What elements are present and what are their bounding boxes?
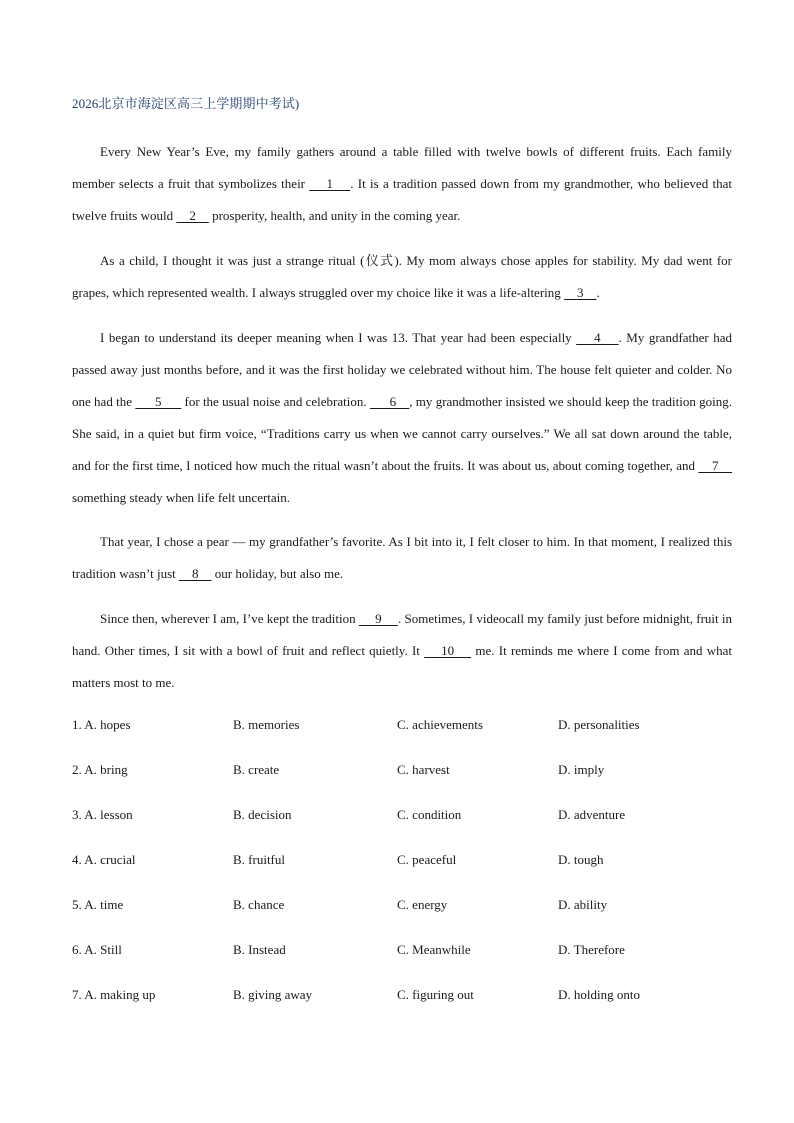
option-b[interactable]: B. create [233, 762, 280, 777]
option-c[interactable]: C. Meanwhile [397, 942, 471, 957]
passage-text: for the usual noise and celebration. [181, 394, 370, 409]
answer-blank: 6 [369, 394, 410, 409]
option-b[interactable]: B. decision [233, 807, 292, 822]
question-row-3 [72, 800, 732, 845]
question-row-5 [72, 890, 732, 935]
answer-blank: 2 [176, 208, 209, 223]
option-c[interactable]: C. figuring out [397, 987, 474, 1002]
option-d[interactable]: D. tough [558, 852, 604, 867]
answer-blank: 3 [564, 285, 597, 300]
passage-text: That year, I chose a pear — my grandfather’s favorite. As I bit into it, I felt closer to him. In that moment, I realized this tradition wasn’t just [72, 534, 732, 581]
option-d[interactable]: D. personalities [558, 717, 640, 732]
option-c[interactable]: C. harvest [397, 762, 450, 777]
option-b[interactable]: B. fruitful [233, 852, 285, 867]
passage-text: . Sometimes, I videocall my family just before midnight, fruit in hand. Other times, I sit with a bowl of fruit and reflect quietly. It [72, 611, 733, 658]
option-a[interactable]: 5. A. time [72, 897, 124, 912]
answer-blank: 10 [424, 643, 472, 658]
answer-blank: 4 [576, 330, 619, 345]
passage-text: Since then, wherever I am, I’ve kept the tradition [100, 611, 359, 626]
option-b[interactable]: B. giving away [233, 987, 313, 1002]
passage-paragraph-3 [72, 322, 732, 514]
option-a[interactable]: 3. A. lesson [72, 807, 133, 822]
option-b[interactable]: B. memories [233, 717, 300, 732]
option-d[interactable]: D. adventure [558, 807, 626, 822]
passage-paragraph-2 [72, 245, 732, 309]
passage-text: . My grandfather had passed away just months before, and it was the first holiday we celebrated without him. The house felt quieter and colder. No one had the [72, 330, 733, 409]
option-d[interactable]: D. imply [558, 762, 605, 777]
passage-text: . [596, 285, 600, 300]
option-a[interactable]: 4. A. crucial [72, 852, 136, 867]
option-c[interactable]: C. energy [397, 897, 448, 912]
passage-text: me. It reminds me where I come from and what matters most to me. [72, 643, 733, 690]
option-d[interactable]: D. holding onto [558, 987, 640, 1002]
question-row-2 [72, 755, 732, 800]
answer-blank: 8 [179, 566, 212, 581]
option-b[interactable]: B. chance [233, 897, 285, 912]
option-a[interactable]: 2. A. bring [72, 762, 128, 777]
answer-blank: 5 [135, 394, 182, 409]
option-d[interactable]: D. ability [558, 897, 608, 912]
option-b[interactable]: B. Instead [233, 942, 286, 957]
exam-title: 2026北京市海淀区高三上学期期中考试) [72, 96, 300, 111]
passage-paragraph-5 [72, 603, 732, 699]
option-c[interactable]: C. achievements [397, 717, 483, 732]
passage-text: prosperity, health, and unity in the coming year. [208, 208, 461, 223]
question-row-6 [72, 935, 732, 980]
option-d[interactable]: D. Therefore [558, 942, 625, 957]
option-a[interactable]: 7. A. making up [72, 987, 156, 1002]
question-row-7 [72, 980, 732, 1025]
answer-blank: 7 [698, 458, 733, 473]
passage-paragraph-4 [72, 526, 732, 590]
answer-blank: 1 [309, 176, 351, 191]
answer-blank: 9 [358, 611, 398, 626]
answer-options [72, 710, 732, 1025]
passage-text: Every New Year’s Eve, my family gathers around a table filled with twelve bowls of different fruits. Each family member selects a fruit that symbolizes their [72, 144, 732, 191]
option-c[interactable]: C. condition [397, 807, 462, 822]
question-row-1 [72, 710, 732, 755]
passage-paragraph-1 [72, 136, 732, 232]
option-a[interactable]: 1. A. hopes [72, 717, 131, 732]
passage-text: I began to understand its deeper meaning when I was 13. That year had been especially [100, 330, 577, 345]
passage-text: As a child, I thought it was just a strange ritual (仪式). My mom always chose apples for stability. My dad went for grapes, which represented wealth. I always struggled over my choice like it was a life-altering [72, 253, 732, 300]
passage-text: , my grandmother insisted we should keep the tradition going. She said, in a quiet but firm voice, “Traditions carry us when we cannot carry ourselves.” We all sat down around the table, and for the first time, I noticed how much the ritual wasn’t about the fruits. It was about us, about coming together, and [72, 394, 733, 473]
passage-text: . It is a tradition passed down from my grandmother, who believed that twelve fruits would [72, 176, 732, 223]
option-a[interactable]: 6. A. Still [72, 942, 122, 957]
option-c[interactable]: C. peaceful [397, 852, 457, 867]
question-row-4 [72, 845, 732, 890]
passage-text: something steady when life felt uncertain. [72, 490, 291, 505]
passage-text: our holiday, but also me. [211, 566, 344, 581]
